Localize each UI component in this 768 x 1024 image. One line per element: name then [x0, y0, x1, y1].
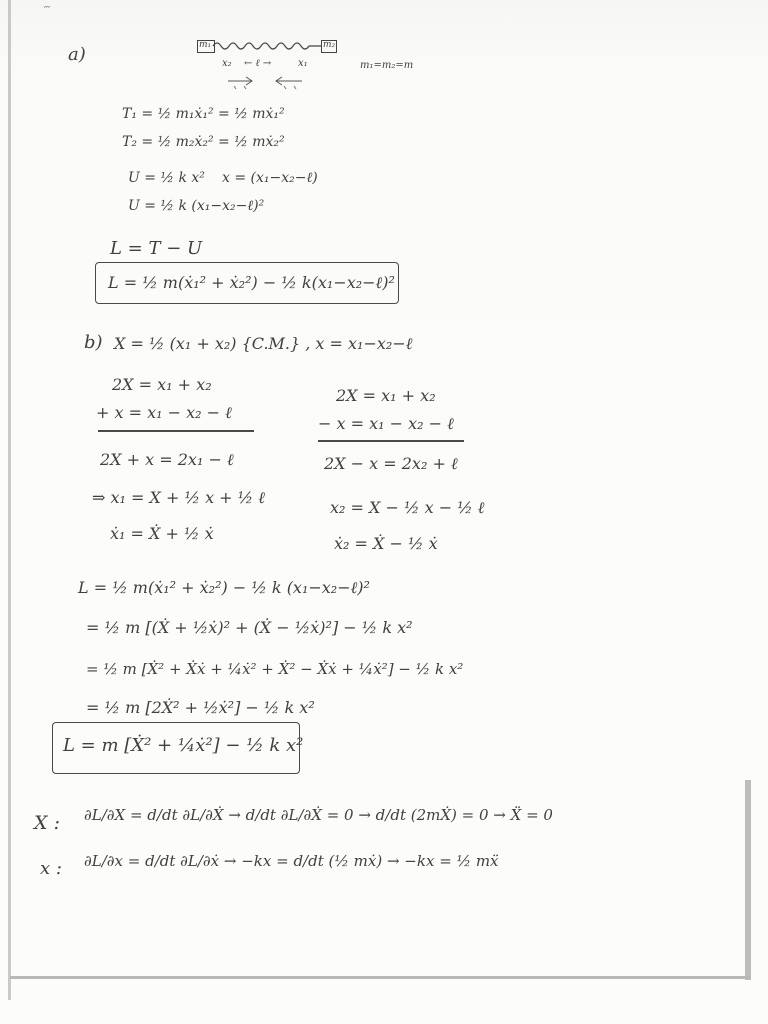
left-row-2: + x = x₁ − x₂ − ℓ: [96, 403, 232, 422]
eq-u1-def: x = (x₁−x₂−ℓ): [222, 170, 318, 186]
left-sum-rule: [98, 430, 254, 432]
lag-line-3: = ½ m [Ẋ² + Ẋẋ + ¼ẋ² + Ẋ² − Ẋẋ + ¼ẋ²] − ½ k x²: [86, 660, 464, 678]
left-row-3: 2X + x = 2x₁ − ℓ: [100, 450, 234, 469]
scan-edge-left: [8, 0, 11, 1000]
right-row-5: ẋ₂ = Ẋ − ½ ẋ: [334, 534, 438, 553]
eom-X: ∂L/∂X = d/dt ∂L/∂Ẋ → d/dt ∂L/∂Ẋ = 0 → d/dt (2mẊ) = 0 → Ẍ = 0: [84, 806, 553, 824]
corner-mark: ′′′: [44, 6, 51, 16]
eq-l-def: L = T − U: [110, 238, 203, 259]
diagram-l-label: ← ℓ →: [244, 58, 272, 69]
lag-line-2: = ½ m [(Ẋ + ½ẋ)² + (Ẋ − ½ẋ)²] − ½ k x²: [86, 618, 413, 637]
eom-x: ∂L/∂x = d/dt ∂L/∂ẋ → −kx = d/dt (½ mẋ) → −kx = ½ mẍ: [84, 852, 499, 870]
scan-edge-bottom: [10, 976, 750, 979]
right-row-4: x₂ = X − ½ x − ½ ℓ: [330, 498, 485, 517]
eq-t1: T₁ = ½ m₁ẋ₁² = ½ mẋ₁²: [122, 106, 285, 122]
right-row-2: − x = x₁ − x₂ − ℓ: [318, 414, 454, 433]
eq-u2: U = ½ k (x₁−x₂−ℓ)²: [128, 198, 265, 214]
diagram-x1-label: x₁: [298, 58, 308, 69]
eq-b-def: X = ½ (x₁ + x₂) {C.M.} , x = x₁−x₂−ℓ: [114, 334, 413, 353]
eq-l-boxed-b: L = m [Ẋ² + ¼ẋ²] − ½ k x²: [63, 735, 304, 756]
eq-l-boxed-a: L = ½ m(ẋ₁² + ẋ₂²) − ½ k(x₁−x₂−ℓ)²: [108, 273, 395, 292]
mass-right-label: m₂: [323, 40, 336, 50]
lag-line-1: L = ½ m(ẋ₁² + ẋ₂²) − ½ k (x₁−x₂−ℓ)²: [78, 578, 370, 597]
diagram-arrows-icon: [226, 76, 336, 90]
left-row-5: ẋ₁ = Ẋ + ½ ẋ: [110, 524, 214, 543]
mass-right-box: [321, 40, 337, 53]
lag-line-4: = ½ m [2Ẋ² + ½ẋ²] − ½ k x²: [86, 698, 315, 717]
eq-t2: T₂ = ½ m₂ẋ₂² = ½ mẋ₂²: [122, 134, 285, 150]
right-row-3: 2X − x = 2x₂ + ℓ: [324, 454, 458, 473]
boxed-lagrangian-b: [52, 722, 304, 774]
spring-icon: [213, 40, 323, 52]
right-row-1: 2X = x₁ + x₂: [336, 386, 436, 405]
mass-relation: m₁=m₂=m: [360, 60, 414, 71]
mass-left-label: m₁: [199, 40, 212, 50]
eq-u1: U = ½ k x²: [128, 170, 205, 186]
diagram-x2-label: x₂: [222, 58, 232, 69]
part-a-label: a): [68, 44, 86, 65]
scan-edge-right: [745, 780, 751, 980]
right-diff-rule: [318, 440, 464, 442]
part-b-label: b): [84, 332, 103, 353]
left-row-4: ⇒ x₁ = X + ½ x + ½ ℓ: [92, 488, 265, 507]
eom-X-label: X :: [34, 812, 60, 834]
boxed-lagrangian-a: [95, 262, 399, 304]
eom-x-label: x :: [40, 858, 62, 879]
left-row-1: 2X = x₁ + x₂: [112, 375, 212, 394]
